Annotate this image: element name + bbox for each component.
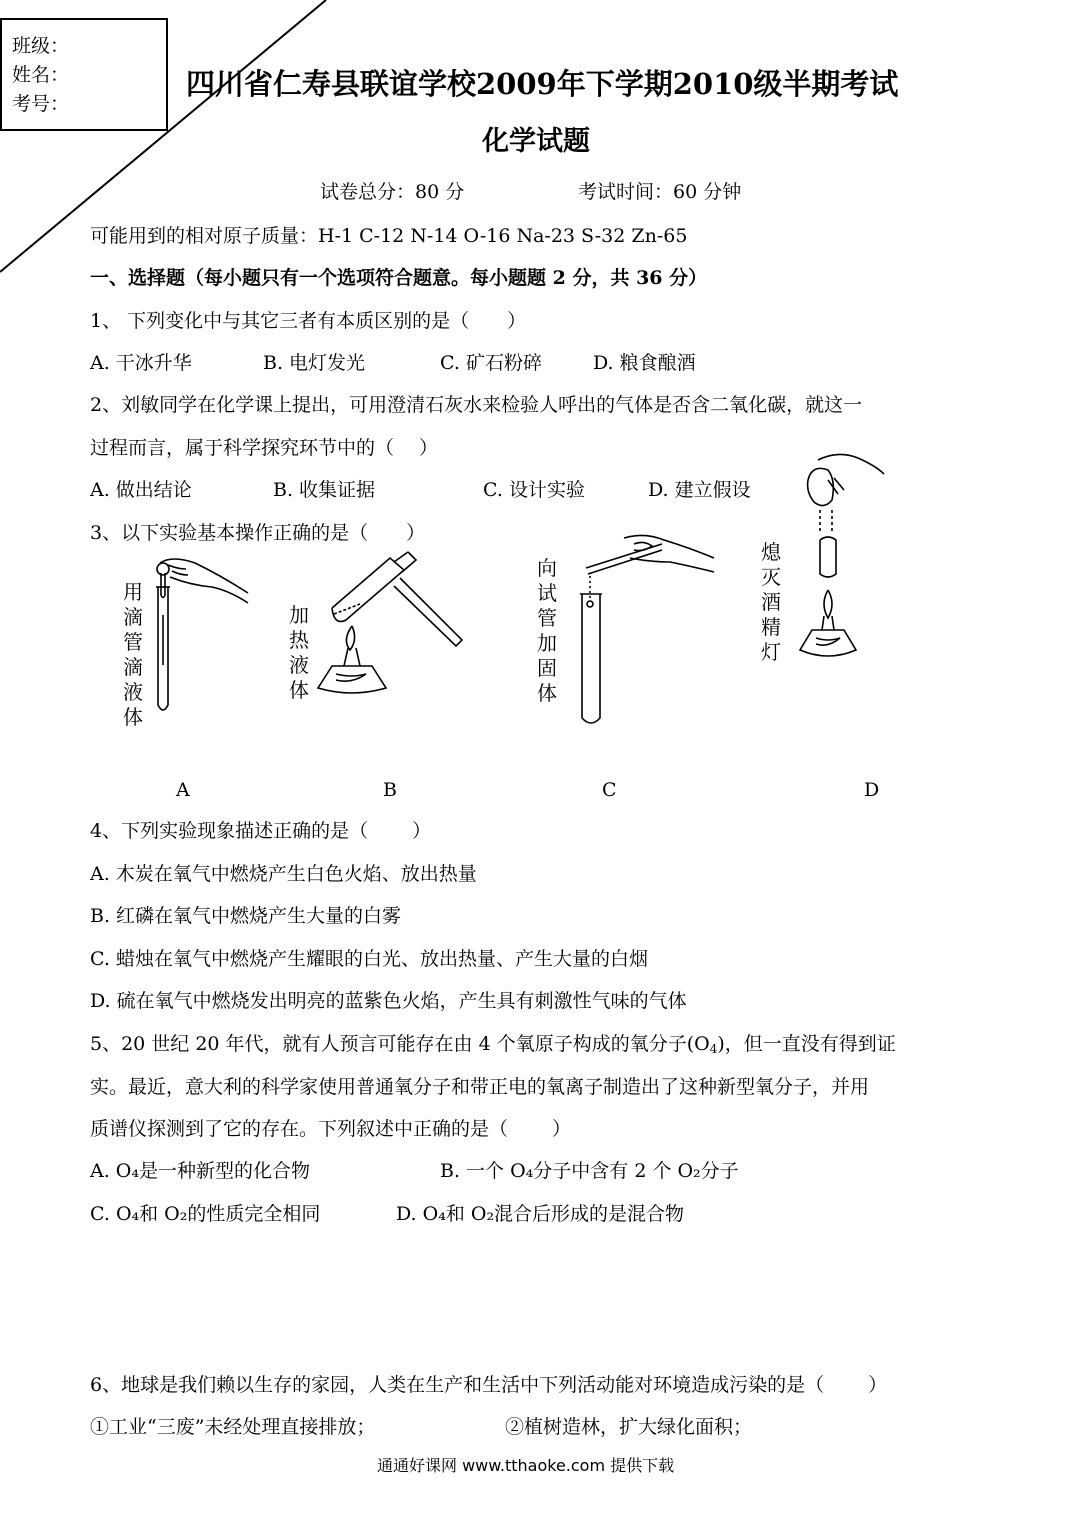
q1-option-c: C. 矿石粉碎 [440, 352, 542, 374]
q4-stem: 4、下列实验现象描述正确的是（ ） [90, 820, 432, 842]
q6-item1: ①工业“三废”未经处理直接排放； [90, 1416, 376, 1438]
number-label: 考号： [12, 93, 70, 115]
name-label: 姓名： [12, 64, 70, 86]
q5-option-c: C. O₄和 O₂的性质完全相同 [90, 1203, 321, 1225]
total-score: 试卷总分：80 分 [320, 181, 465, 203]
exam-title: 四川省仁寿县联谊学校2009年下学期2010级半期考试 [186, 67, 899, 101]
figure-b-label: 加热液体 [289, 603, 309, 702]
q5-line1-part-a: 5、20 世纪 20 年代，就有人预言可能存在由 4 个氧原子构成的氧分子(O [90, 1033, 710, 1055]
figure-d-lamp-drawing [798, 450, 888, 680]
atomic-masses: 可能用到的相对原子质量：H-1 C-12 N-14 O-16 Na-23 S-32 Zn-65 [90, 225, 688, 247]
figure-d-letter: D [864, 779, 880, 801]
q6-stem: 6、地球是我们赖以生存的家园，人类在生产和生活中下列活动能对环境造成污染的是（ ） [90, 1374, 888, 1396]
class-label: 班级： [12, 35, 70, 57]
exam-time: 考试时间：60 分钟 [578, 181, 742, 203]
q6-item2: ②植树造林，扩大绿化面积； [505, 1416, 753, 1438]
figure-c-letter: C [602, 779, 617, 801]
q5-line3: 质谱仪探测到了它的存在。下列叙述中正确的是（ ） [90, 1118, 572, 1140]
q2-stem-line1: 2、刘敏同学在化学课上提出，可用澄清石灰水来检验人呼出的气体是否含二氧化碳，就这一 [90, 394, 863, 416]
figure-c-tube-drawing [572, 528, 722, 728]
q2-option-c: C. 设计实验 [483, 479, 585, 501]
figure-a-letter: A [176, 779, 190, 801]
q5-line1 [90, 1035, 896, 1055]
q2-option-d: D. 建立假设 [648, 479, 751, 501]
q2-option-a: A. 做出结论 [90, 479, 192, 501]
footer-text: 通通好课网 www.tthaoke.com 提供下载 [377, 1456, 675, 1475]
q1-option-b: B. 电灯发光 [263, 352, 366, 374]
q5-line1-subscript: 4 [709, 1042, 718, 1056]
exam-subtitle: 化学试题 [482, 126, 590, 157]
figure-b-heating-drawing [312, 548, 472, 708]
figure-c-label: 向试管加固体 [537, 556, 557, 705]
q2-option-b: B. 收集证据 [273, 479, 376, 501]
q5-option-a: A. O₄是一种新型的化合物 [90, 1160, 310, 1182]
q4-option-d: D. 硫在氧气中燃烧发出明亮的蓝紫色火焰，产生具有刺激性气味的气体 [90, 990, 687, 1012]
q4-option-a: A. 木炭在氧气中燃烧产生白色火焰、放出热量 [90, 863, 477, 885]
figure-a-label: 用滴管滴液体 [123, 580, 143, 729]
section1-heading: 一、选择题（每小题只有一个选项符合题意。每小题题 2 分，共 36 分） [90, 267, 708, 289]
q5-option-d: D. O₄和 O₂混合后形成的是混合物 [396, 1203, 685, 1225]
q1-option-a: A. 干冰升华 [90, 352, 192, 374]
q4-option-b: B. 红磷在氧气中燃烧产生大量的白雾 [90, 905, 402, 927]
q3-stem: 3、以下实验基本操作正确的是（ ） [90, 522, 426, 544]
figure-d-label: 熄灭酒精灯 [761, 540, 781, 664]
q4-option-c: C. 蜡烛在氧气中燃烧产生耀眼的白光、放出热量、产生大量的白烟 [90, 948, 648, 970]
figure-a-dropper-drawing [150, 555, 260, 720]
q1-option-d: D. 粮食酿酒 [593, 352, 696, 374]
q5-line1-part-b: )，但一直没有得到证 [717, 1033, 896, 1055]
q5-option-b: B. 一个 O₄分子中含有 2 个 O₂分子 [440, 1160, 739, 1182]
q2-stem-line2: 过程而言，属于科学探究环节中的（ ） [90, 437, 439, 459]
figure-b-letter: B [383, 779, 397, 801]
q1-stem: 1、 下列变化中与其它三者有本质区别的是（ ） [90, 310, 527, 332]
q5-line2: 实。最近，意大利的科学家使用普通氧分子和带正电的氧离子制造出了这种新型氧分子，并用 [90, 1076, 870, 1098]
